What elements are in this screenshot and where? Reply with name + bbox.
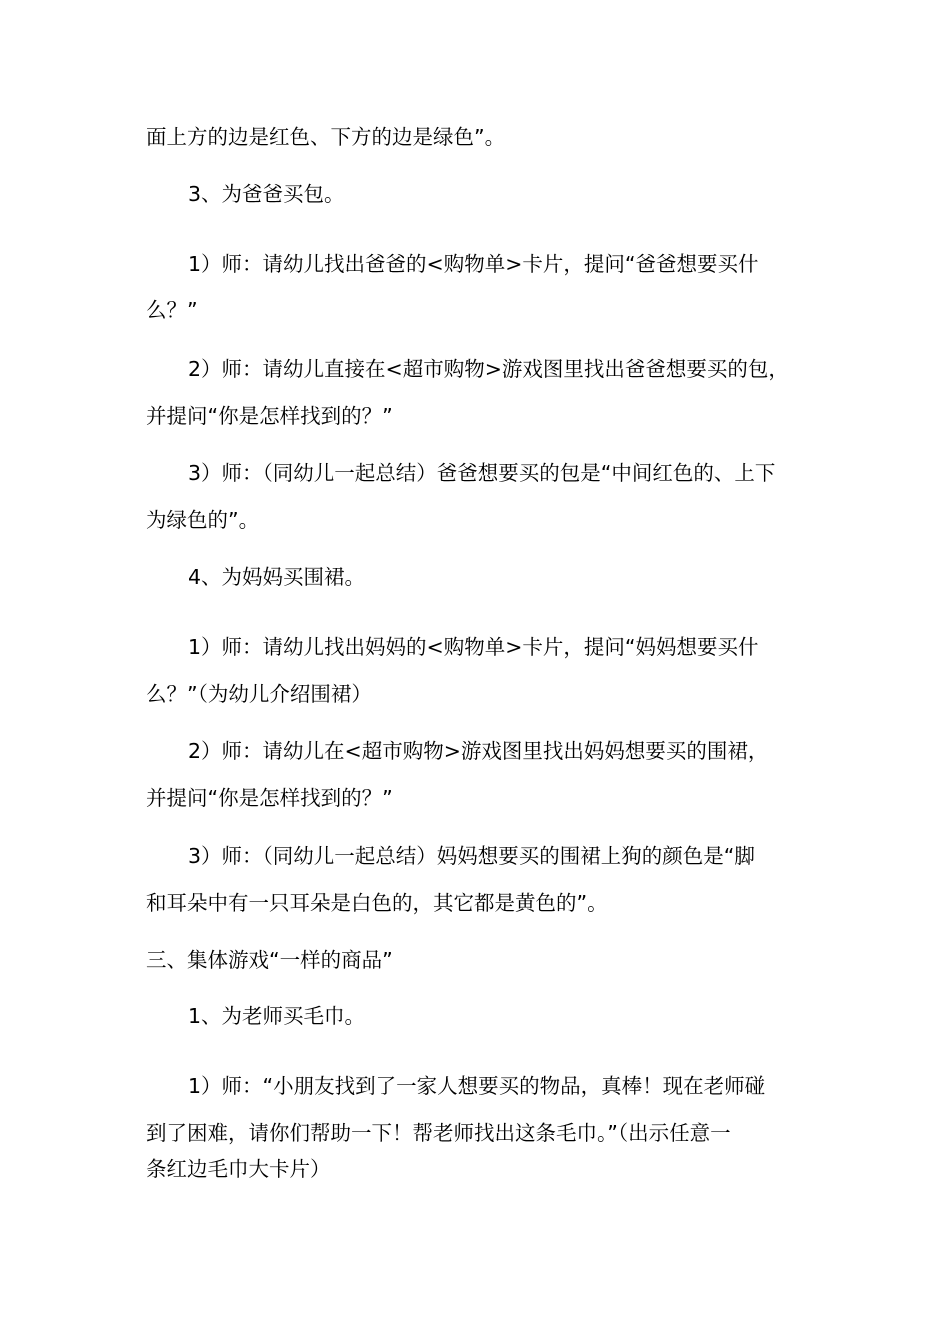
text-line: 并提问“你是怎样找到的？” bbox=[146, 404, 393, 428]
text-line: 3）师：（同幼儿一起总结）爸爸想要买的包是“中间红色的、上下 bbox=[188, 461, 776, 485]
text-line: 1）师：“小朋友找到了一家人想要买的物品，真棒！现在老师碰 bbox=[188, 1074, 766, 1098]
text-line: 3）师：（同幼儿一起总结）妈妈想要买的围裙上狗的颜色是“脚 bbox=[188, 844, 755, 868]
section-heading: 1、为老师买毛巾。 bbox=[188, 1004, 366, 1028]
text-line: 和耳朵中有一只耳朵是白色的，其它都是黄色的”。 bbox=[146, 891, 608, 915]
text-line: 么？” bbox=[146, 298, 198, 322]
text-line: 2）师：请幼儿在<超市购物>游戏图里找出妈妈想要买的围裙， bbox=[188, 739, 769, 763]
text-line: 1）师：请幼儿找出爸爸的<购物单>卡片，提问“爸爸想要买什 bbox=[188, 252, 759, 276]
section-heading: 三、集体游戏“一样的商品” bbox=[146, 948, 393, 972]
text-line: 到了困难，请你们帮助一下！帮老师找出这条毛巾。”（出示任意一 bbox=[146, 1121, 731, 1145]
text-line: 并提问“你是怎样找到的？” bbox=[146, 786, 393, 810]
text-line: 2）师：请幼儿直接在<超市购物>游戏图里找出爸爸想要买的包， bbox=[188, 357, 789, 381]
text-line: 么？”（为幼儿介绍围裙） bbox=[146, 682, 372, 706]
text-line: 面上方的边是红色、下方的边是绿色”。 bbox=[146, 125, 506, 149]
text-line: 1）师：请幼儿找出妈妈的<购物单>卡片，提问“妈妈想要买什 bbox=[188, 635, 759, 659]
section-heading: 3、为爸爸买包。 bbox=[188, 182, 345, 206]
text-line: 条红边毛巾大卡片） bbox=[146, 1157, 331, 1181]
section-heading: 4、为妈妈买围裙。 bbox=[188, 565, 366, 589]
text-line: 为绿色的”。 bbox=[146, 508, 260, 532]
